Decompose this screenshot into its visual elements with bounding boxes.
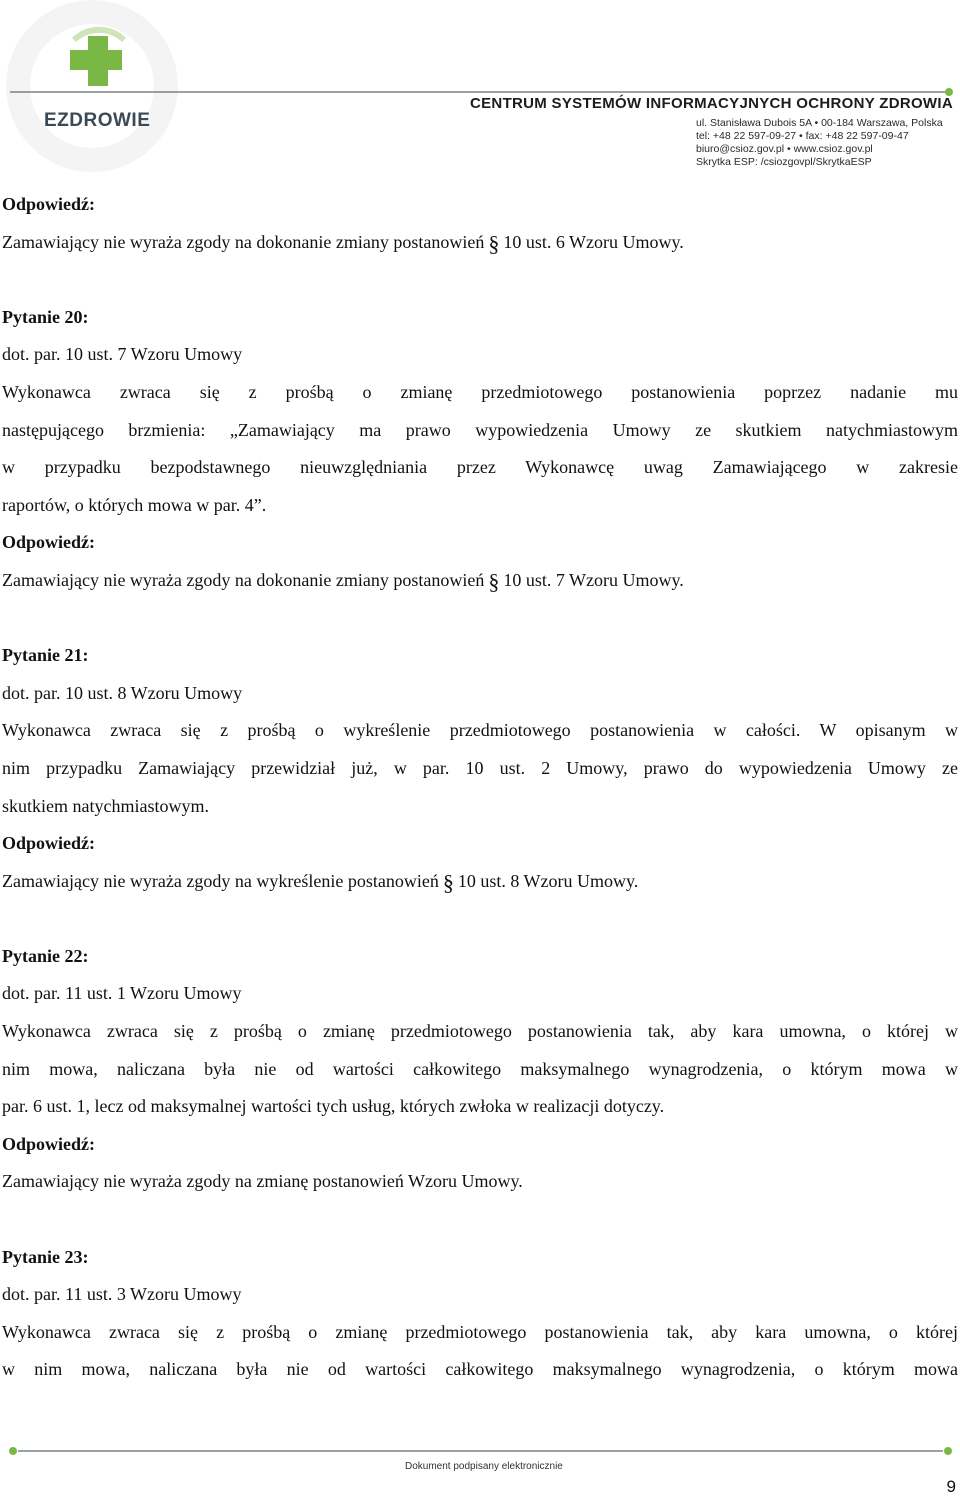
section-sign: § [488,568,500,594]
document-body [2,186,958,1389]
footer-rule [8,1440,956,1462]
question-text: nim mowa, naliczana była nie od wartości całkowitego maksymalnego wynagrodzenia, o którym mowa w [2,1058,958,1079]
question-text: raportów, o których mowa w par. 4”. [2,494,267,515]
answer-text: Zamawiający nie wyraża zgody na wykreślenie postanowień § 10 ust. 8 Wzoru Umowy. [2,869,639,895]
question-text: następującego brzmienia: „Zamawiający ma prawo wypowiedzenia Umowy ze skutkiem natychmiastowym [2,419,958,440]
answer-text: Zamawiający nie wyraża zgody na zmianę postanowień Wzoru Umowy. [2,1171,523,1192]
question-text: Wykonawca zwraca się z prośbą o zmianę przedmiotowego postanowienia tak, aby kara umowna, o której w [2,1021,958,1042]
section-sign: § [488,230,500,256]
question-text: w nim mowa, naliczana była nie od wartości całkowitego maksymalnego wynagrodzenia, o którym mowa [2,1359,958,1380]
question-heading: Pytanie 21: [2,645,89,666]
contact-block [696,117,943,169]
question-text: Wykonawca zwraca się z prośbą o zmianę przedmiotowego postanowienia poprzez nadanie mu [2,381,958,402]
question-text: par. 6 ust. 1, lecz od maksymalnej wartości tych usług, których zwłoka w realizacji dotyczy. [2,1096,665,1117]
question-heading: Pytanie 23: [2,1246,89,1267]
question-text: w przypadku bezpodstawnego nieuwzględniania przez Wykonawcę uwag Zamawiającego w zakresie [2,457,958,478]
question-reference: dot. par. 11 ust. 3 Wzoru Umowy [2,1284,242,1305]
question-heading: Pytanie 20: [2,306,89,327]
question-text: Wykonawca zwraca się z prośbą o zmianę przedmiotowego postanowienia tak, aby kara umowna, o której [2,1321,958,1342]
organization-name: CENTRUM SYSTEMÓW INFORMACYJNYCH OCHRONY ZDROWIA [470,95,953,112]
question-reference: dot. par. 10 ust. 8 Wzoru Umowy [2,682,243,703]
answer-heading: Odpowiedź: [2,1133,96,1154]
question-text: nim przypadku Zamawiający przewidział już, w par. 10 ust. 2 Umowy, prawo do wypowiedzenia Umowy ze [2,757,958,778]
answer-heading: Odpowiedź: [2,194,96,214]
answer-heading: Odpowiedź: [2,833,96,854]
contact-address: ul. Stanisława Dubois 5A • 00-184 Warszawa, Polska [696,117,943,129]
page-number: 9 [946,1477,956,1496]
answer-text: Zamawiający nie wyraża zgody na dokonanie zmiany postanowień § 10 ust. 6 Wzoru Umowy. [2,230,684,256]
question-heading: Pytanie 22: [2,945,89,966]
contact-email[interactable]: biuro@csioz.gov.pl • www.csioz.gov.pl [696,143,873,155]
logo-text: EZDROWIE [44,110,151,131]
section-sign: § [442,869,454,895]
signed-label: Dokument podpisany elektronicznie [405,1461,563,1472]
contact-phone: tel: +48 22 597-09-27 • fax: +48 22 597-09-47 [696,130,909,142]
question-reference: dot. par. 10 ust. 7 Wzoru Umowy [2,344,243,365]
question-text: Wykonawca zwraca się z prośbą o wykreślenie przedmiotowego postanowienia w całości. W opisanym w [2,720,958,741]
question-reference: dot. par. 11 ust. 1 Wzoru Umowy [2,983,242,1004]
contact-esp: Skrytka ESP: /csiozgovpl/SkrytkaESP [696,156,872,168]
answer-heading: Odpowiedź: [2,532,96,553]
question-text: skutkiem natychmiastowym. [2,795,209,816]
answer-text: Zamawiający nie wyraża zgody na dokonanie zmiany postanowień § 10 ust. 7 Wzoru Umowy. [2,568,684,594]
